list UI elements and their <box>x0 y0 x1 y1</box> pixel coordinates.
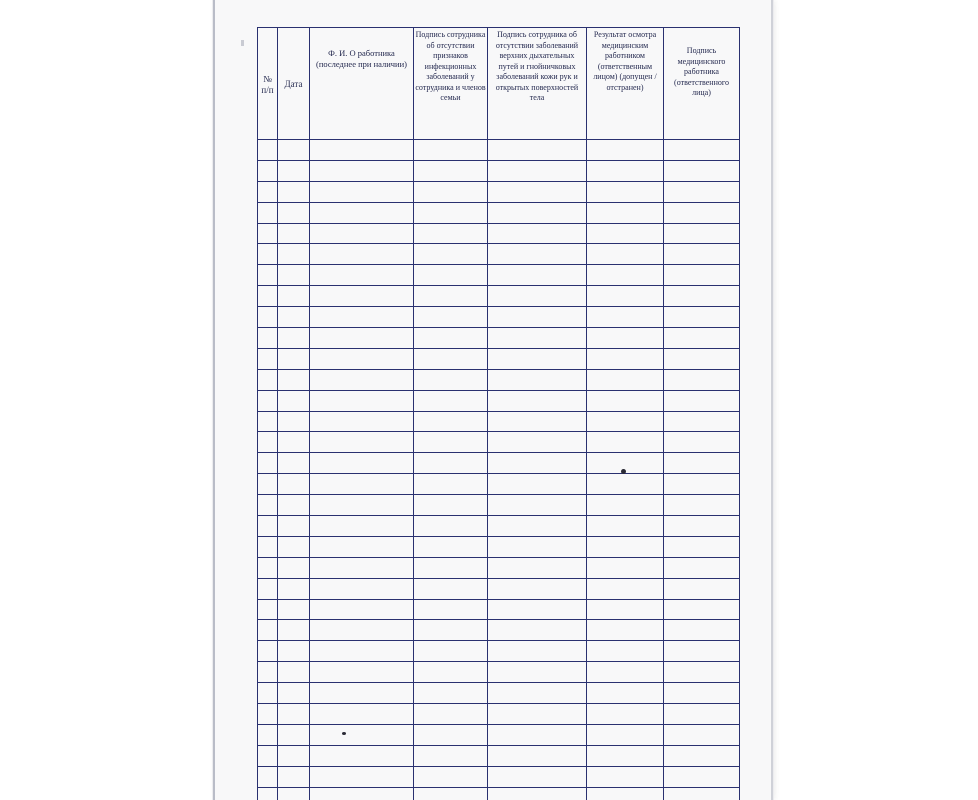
cell-signature-infection <box>414 724 488 745</box>
cell-name <box>310 620 414 641</box>
cell-medical-signature <box>664 557 740 578</box>
cell-signature-respiratory <box>488 578 587 599</box>
cell-number <box>258 766 278 787</box>
cell-signature-respiratory <box>488 724 587 745</box>
table-header <box>258 28 740 140</box>
cell-name <box>310 766 414 787</box>
cell-number <box>258 474 278 495</box>
cell-number <box>258 307 278 328</box>
cell-medical-signature <box>664 348 740 369</box>
cell-name <box>310 286 414 307</box>
cell-signature-respiratory <box>488 265 587 286</box>
cell-signature-infection <box>414 662 488 683</box>
cell-result <box>587 348 664 369</box>
cell-number <box>258 432 278 453</box>
cell-result <box>587 181 664 202</box>
cell-date <box>278 432 310 453</box>
cell-medical-signature <box>664 369 740 390</box>
cell-number <box>258 411 278 432</box>
table-row <box>258 683 740 704</box>
cell-result <box>587 160 664 181</box>
cell-signature-infection <box>414 244 488 265</box>
cell-name <box>310 578 414 599</box>
cell-name <box>310 348 414 369</box>
cell-result <box>587 620 664 641</box>
cell-date <box>278 662 310 683</box>
sheet-right-edge <box>771 0 773 800</box>
cell-date <box>278 557 310 578</box>
cell-name <box>310 390 414 411</box>
table-row <box>258 641 740 662</box>
cell-number <box>258 536 278 557</box>
cell-date <box>278 641 310 662</box>
cell-name <box>310 662 414 683</box>
cell-number <box>258 683 278 704</box>
cell-number <box>258 495 278 516</box>
cell-name <box>310 787 414 800</box>
table-body <box>258 140 740 800</box>
cell-result <box>587 202 664 223</box>
cell-number <box>258 578 278 599</box>
cell-name <box>310 411 414 432</box>
cell-signature-infection <box>414 181 488 202</box>
cell-number <box>258 202 278 223</box>
cell-name <box>310 369 414 390</box>
table-row <box>258 787 740 800</box>
cell-signature-respiratory <box>488 766 587 787</box>
health-log-table <box>257 27 740 800</box>
cell-medical-signature <box>664 536 740 557</box>
cell-signature-infection <box>414 474 488 495</box>
cell-signature-infection <box>414 578 488 599</box>
cell-signature-infection <box>414 369 488 390</box>
cell-date <box>278 453 310 474</box>
cell-result <box>587 265 664 286</box>
cell-date <box>278 599 310 620</box>
cell-number <box>258 641 278 662</box>
cell-date <box>278 787 310 800</box>
table-row <box>258 307 740 328</box>
ink-speck <box>621 469 626 474</box>
cell-signature-respiratory <box>488 244 587 265</box>
cell-date <box>278 307 310 328</box>
cell-signature-infection <box>414 766 488 787</box>
cell-medical-signature <box>664 599 740 620</box>
table-row <box>258 160 740 181</box>
table-row <box>258 369 740 390</box>
cell-date <box>278 745 310 766</box>
cell-date <box>278 202 310 223</box>
cell-signature-respiratory <box>488 369 587 390</box>
cell-signature-respiratory <box>488 745 587 766</box>
cell-number <box>258 181 278 202</box>
table-row <box>258 474 740 495</box>
table-row <box>258 411 740 432</box>
cell-signature-respiratory <box>488 516 587 537</box>
cell-result <box>587 557 664 578</box>
table-row <box>258 745 740 766</box>
table-row <box>258 557 740 578</box>
table-row <box>258 286 740 307</box>
cell-date <box>278 223 310 244</box>
cell-signature-infection <box>414 495 488 516</box>
cell-signature-infection <box>414 641 488 662</box>
cell-signature-infection <box>414 411 488 432</box>
table-row <box>258 536 740 557</box>
cell-result <box>587 286 664 307</box>
cell-medical-signature <box>664 140 740 161</box>
cell-signature-respiratory <box>488 474 587 495</box>
cell-medical-signature <box>664 328 740 349</box>
cell-result <box>587 474 664 495</box>
cell-number <box>258 704 278 725</box>
cell-signature-infection <box>414 348 488 369</box>
cell-name <box>310 536 414 557</box>
cell-date <box>278 536 310 557</box>
cell-result <box>587 683 664 704</box>
cell-name <box>310 265 414 286</box>
cell-name <box>310 140 414 161</box>
cell-result <box>587 223 664 244</box>
cell-signature-infection <box>414 557 488 578</box>
cell-result <box>587 724 664 745</box>
cell-medical-signature <box>664 641 740 662</box>
cell-result <box>587 307 664 328</box>
cell-date <box>278 411 310 432</box>
cell-medical-signature <box>664 683 740 704</box>
cell-name <box>310 160 414 181</box>
cell-signature-respiratory <box>488 787 587 800</box>
cell-result <box>587 704 664 725</box>
cell-signature-respiratory <box>488 536 587 557</box>
cell-medical-signature <box>664 578 740 599</box>
cell-medical-signature <box>664 411 740 432</box>
cell-result <box>587 328 664 349</box>
cell-name <box>310 704 414 725</box>
cell-name <box>310 745 414 766</box>
cell-number <box>258 265 278 286</box>
cell-medical-signature <box>664 474 740 495</box>
cell-result <box>587 662 664 683</box>
cell-date <box>278 516 310 537</box>
cell-signature-respiratory <box>488 662 587 683</box>
cell-name <box>310 683 414 704</box>
cell-medical-signature <box>664 516 740 537</box>
cell-result <box>587 140 664 161</box>
cell-date <box>278 181 310 202</box>
table-row <box>258 453 740 474</box>
cell-medical-signature <box>664 704 740 725</box>
header-row <box>258 28 740 140</box>
table-row <box>258 704 740 725</box>
scan-mark <box>241 40 244 46</box>
cell-medical-signature <box>664 495 740 516</box>
cell-date <box>278 328 310 349</box>
cell-name <box>310 599 414 620</box>
table-row <box>258 328 740 349</box>
cell-medical-signature <box>664 787 740 800</box>
table-row <box>258 599 740 620</box>
cell-signature-respiratory <box>488 160 587 181</box>
cell-signature-infection <box>414 620 488 641</box>
cell-date <box>278 369 310 390</box>
cell-signature-infection <box>414 202 488 223</box>
cell-name <box>310 724 414 745</box>
cell-result <box>587 516 664 537</box>
table-row <box>258 202 740 223</box>
cell-number <box>258 348 278 369</box>
cell-signature-infection <box>414 432 488 453</box>
header-signature-infection: Подпись сотрудника об отсутствии признаков инфекционных заболеваний у сотрудника и членов семьи <box>414 28 488 140</box>
cell-result <box>587 787 664 800</box>
cell-number <box>258 140 278 161</box>
table-row <box>258 620 740 641</box>
cell-date <box>278 766 310 787</box>
cell-result <box>587 745 664 766</box>
cell-signature-respiratory <box>488 557 587 578</box>
cell-signature-respiratory <box>488 411 587 432</box>
cell-medical-signature <box>664 766 740 787</box>
cell-signature-infection <box>414 140 488 161</box>
cell-name <box>310 181 414 202</box>
cell-date <box>278 390 310 411</box>
table-row <box>258 348 740 369</box>
cell-result <box>587 536 664 557</box>
cell-name <box>310 223 414 244</box>
cell-signature-respiratory <box>488 390 587 411</box>
cell-number <box>258 599 278 620</box>
header-exam-result: Результат осмотра медицинским работником (ответственным лицом) (допущен / отстранен) <box>587 28 664 140</box>
cell-number <box>258 745 278 766</box>
table-row <box>258 244 740 265</box>
cell-date <box>278 683 310 704</box>
cell-number <box>258 453 278 474</box>
header-medical-signature: Подпись медицинского работника (ответственного лица) <box>664 28 740 140</box>
cell-date <box>278 495 310 516</box>
cell-name <box>310 557 414 578</box>
table-row <box>258 724 740 745</box>
cell-signature-respiratory <box>488 495 587 516</box>
cell-signature-respiratory <box>488 620 587 641</box>
cell-date <box>278 265 310 286</box>
cell-number <box>258 662 278 683</box>
cell-signature-respiratory <box>488 223 587 244</box>
header-date: Дата <box>278 28 310 140</box>
cell-date <box>278 474 310 495</box>
cell-number <box>258 244 278 265</box>
cell-date <box>278 348 310 369</box>
cell-date <box>278 244 310 265</box>
table-row <box>258 140 740 161</box>
cell-signature-infection <box>414 787 488 800</box>
table-row <box>258 495 740 516</box>
cell-name <box>310 453 414 474</box>
cell-result <box>587 432 664 453</box>
cell-date <box>278 724 310 745</box>
cell-signature-respiratory <box>488 683 587 704</box>
cell-medical-signature <box>664 307 740 328</box>
cell-signature-respiratory <box>488 202 587 223</box>
cell-medical-signature <box>664 202 740 223</box>
cell-name <box>310 244 414 265</box>
cell-number <box>258 390 278 411</box>
cell-number <box>258 160 278 181</box>
cell-medical-signature <box>664 286 740 307</box>
cell-signature-respiratory <box>488 704 587 725</box>
cell-name <box>310 307 414 328</box>
header-signature-respiratory: Подпись сотрудника об отсутствии заболеваний верхних дыхательных путей и гнойничковых заболеваний кожи рук и открытых поверхностей тела <box>488 28 587 140</box>
cell-result <box>587 578 664 599</box>
cell-result <box>587 244 664 265</box>
cell-number <box>258 223 278 244</box>
cell-result <box>587 766 664 787</box>
cell-signature-respiratory <box>488 328 587 349</box>
cell-signature-infection <box>414 307 488 328</box>
cell-signature-infection <box>414 265 488 286</box>
header-number: № п/п <box>258 28 278 140</box>
cell-date <box>278 286 310 307</box>
cell-medical-signature <box>664 390 740 411</box>
cell-medical-signature <box>664 244 740 265</box>
table-row <box>258 181 740 202</box>
cell-number <box>258 620 278 641</box>
cell-medical-signature <box>664 160 740 181</box>
table-row <box>258 223 740 244</box>
cell-signature-infection <box>414 683 488 704</box>
cell-result <box>587 641 664 662</box>
cell-date <box>278 140 310 161</box>
cell-signature-respiratory <box>488 348 587 369</box>
cell-medical-signature <box>664 662 740 683</box>
cell-name <box>310 474 414 495</box>
cell-medical-signature <box>664 181 740 202</box>
cell-signature-infection <box>414 223 488 244</box>
cell-medical-signature <box>664 453 740 474</box>
cell-name <box>310 641 414 662</box>
cell-result <box>587 599 664 620</box>
cell-signature-infection <box>414 745 488 766</box>
cell-signature-respiratory <box>488 181 587 202</box>
cell-result <box>587 369 664 390</box>
cell-number <box>258 286 278 307</box>
cell-number <box>258 369 278 390</box>
cell-date <box>278 160 310 181</box>
cell-signature-infection <box>414 390 488 411</box>
cell-number <box>258 787 278 800</box>
cell-medical-signature <box>664 223 740 244</box>
table-row <box>258 662 740 683</box>
cell-medical-signature <box>664 265 740 286</box>
cell-signature-respiratory <box>488 286 587 307</box>
cell-signature-respiratory <box>488 641 587 662</box>
cell-name <box>310 432 414 453</box>
cell-signature-respiratory <box>488 140 587 161</box>
table-row <box>258 766 740 787</box>
cell-number <box>258 724 278 745</box>
table-row <box>258 516 740 537</box>
table-row <box>258 265 740 286</box>
cell-signature-infection <box>414 704 488 725</box>
cell-signature-infection <box>414 516 488 537</box>
table-row <box>258 578 740 599</box>
cell-signature-infection <box>414 453 488 474</box>
cell-medical-signature <box>664 432 740 453</box>
ink-speck <box>342 732 346 735</box>
cell-signature-respiratory <box>488 307 587 328</box>
cell-result <box>587 495 664 516</box>
cell-name <box>310 495 414 516</box>
cell-signature-respiratory <box>488 599 587 620</box>
cell-signature-respiratory <box>488 432 587 453</box>
cell-name <box>310 516 414 537</box>
cell-result <box>587 390 664 411</box>
table-row <box>258 432 740 453</box>
cell-number <box>258 557 278 578</box>
cell-name <box>310 328 414 349</box>
cell-name <box>310 202 414 223</box>
cell-signature-infection <box>414 328 488 349</box>
cell-signature-infection <box>414 286 488 307</box>
cell-medical-signature <box>664 745 740 766</box>
header-employee-name: Ф. И. О работника (последнее при наличии) <box>310 28 414 140</box>
cell-result <box>587 411 664 432</box>
sheet-left-edge <box>213 0 215 800</box>
cell-signature-infection <box>414 160 488 181</box>
cell-signature-respiratory <box>488 453 587 474</box>
cell-number <box>258 516 278 537</box>
cell-signature-infection <box>414 536 488 557</box>
cell-signature-infection <box>414 599 488 620</box>
cell-date <box>278 704 310 725</box>
cell-date <box>278 620 310 641</box>
cell-medical-signature <box>664 724 740 745</box>
cell-date <box>278 578 310 599</box>
table-row <box>258 390 740 411</box>
cell-number <box>258 328 278 349</box>
cell-medical-signature <box>664 620 740 641</box>
